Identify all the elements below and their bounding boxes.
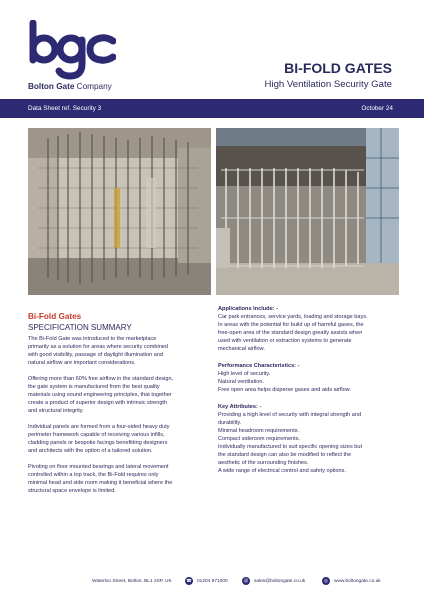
datasheet-date: October 24 bbox=[361, 105, 393, 112]
footer-address: Waterloo Street, Bolton, BL1 2SP, UK bbox=[92, 579, 172, 584]
photo-carpark-gate bbox=[216, 128, 399, 295]
text-line: natural airflow are important considerations. bbox=[28, 360, 136, 366]
text-line: cladding panels or bespoke facings benefitting designers bbox=[28, 440, 168, 446]
section-title: Bi-Fold Gates bbox=[28, 312, 82, 321]
page-title: BI-FOLD GATES bbox=[284, 60, 392, 76]
text-line: create a product of superior design with intrinsic strength bbox=[28, 400, 168, 406]
paragraph-airflow bbox=[28, 375, 210, 415]
text-line: Natural ventilation. bbox=[218, 379, 264, 385]
text-line: materials using sound engineering principles, that together bbox=[28, 392, 172, 398]
footer-website[interactable]: www.boltongate.co.uk bbox=[334, 579, 381, 584]
text-line: and structural integrity. bbox=[28, 408, 84, 414]
text-line: with good visibility, passage of daylight illumination and bbox=[28, 352, 163, 358]
text-line: mechanical airflow. bbox=[218, 346, 265, 352]
lobby-gate-illustration bbox=[28, 128, 211, 295]
text-line: Free open area helps disperse gases and aids airflow. bbox=[218, 387, 351, 393]
text-line: used with ventilation or extraction systems to generate bbox=[218, 338, 352, 344]
performance-heading: Performance Characteristics: - bbox=[218, 363, 300, 369]
text-line: The Bi-Fold Gate was introduced to the marketplace bbox=[28, 336, 157, 342]
info-band bbox=[0, 99, 424, 118]
text-line: primarily as a solution for areas where security combined bbox=[28, 344, 168, 350]
photo-lobby-gate bbox=[28, 128, 211, 295]
company-name bbox=[28, 82, 112, 91]
text-line: structural space envelope is limited. bbox=[28, 488, 116, 494]
text-line: Individual panels are formed from a four-sided heavy duty bbox=[28, 424, 170, 430]
carpark-gate-illustration bbox=[216, 128, 399, 295]
performance-group bbox=[218, 362, 398, 394]
applications-heading: Applications Include: - bbox=[218, 306, 278, 312]
text-line: the standard design can also be modified to reflect the bbox=[218, 452, 352, 458]
text-line: controlled within a top track, the Bi-Fold requires only bbox=[28, 472, 159, 478]
features-column bbox=[218, 305, 398, 484]
text-line: minimal head and side room making it beneficial where the bbox=[28, 480, 173, 486]
company-name-bold: Bolton Gate bbox=[28, 82, 75, 91]
text-line: durability. bbox=[218, 420, 242, 426]
footer-email[interactable]: sales@boltongate.co.uk bbox=[254, 579, 306, 584]
text-line: In areas with the potential for build up of harmful gases, the bbox=[218, 322, 364, 328]
text-line: A wide range of electrical control and safety options. bbox=[218, 468, 346, 474]
text-line: Offering more than 60% free airflow in the standard design, bbox=[28, 376, 174, 382]
text-line: perimeter framework capable of receiving various infills, bbox=[28, 432, 165, 438]
logo-mark bbox=[26, 20, 116, 80]
paragraph-intro bbox=[28, 335, 210, 367]
text-line: the gate system is manufactured from the best quality bbox=[28, 384, 160, 390]
paragraph-pivoting bbox=[28, 463, 210, 495]
datasheet-reference: Data Sheet ref. Security 3 bbox=[28, 105, 102, 112]
company-logo bbox=[26, 20, 116, 80]
text-line: Pivoting on floor mounted bearings and lateral movement bbox=[28, 464, 169, 470]
company-name-rest: Company bbox=[74, 82, 112, 91]
text-line: and architects with the option of a tailored solution. bbox=[28, 448, 153, 454]
text-line: free-open area of the standard design greatly assists when bbox=[218, 330, 363, 336]
attributes-heading: Key Attributes: - bbox=[218, 404, 262, 410]
applications-group bbox=[218, 305, 398, 353]
attributes-group bbox=[218, 403, 398, 475]
text-line: High level of security. bbox=[218, 371, 271, 377]
footer bbox=[0, 575, 424, 589]
phone-icon: ☎ bbox=[186, 578, 192, 583]
text-line: Individually manufactured to suit specific opening sizes but bbox=[218, 444, 362, 450]
section-subtitle: SPECIFICATION SUMMARY bbox=[28, 323, 132, 332]
globe-icon: ◎ bbox=[322, 577, 330, 585]
footer-phone: 01204 871000 bbox=[197, 579, 228, 584]
text-line: Compact sideroom requirements. bbox=[218, 436, 301, 442]
email-icon: @ bbox=[243, 578, 249, 583]
paragraph-panels bbox=[28, 423, 210, 455]
text-line: Car park entrances, service yards, loading and storage bays. bbox=[218, 314, 368, 320]
specification-column bbox=[28, 312, 210, 503]
text-line: Minimal headroom requirements. bbox=[218, 428, 300, 434]
text-line: aesthetic of the surrounding finishes. bbox=[218, 460, 309, 466]
page-subtitle: High Ventilation Security Gate bbox=[264, 79, 392, 90]
text-line: Providing a high level of security with integral strength and bbox=[218, 412, 362, 418]
